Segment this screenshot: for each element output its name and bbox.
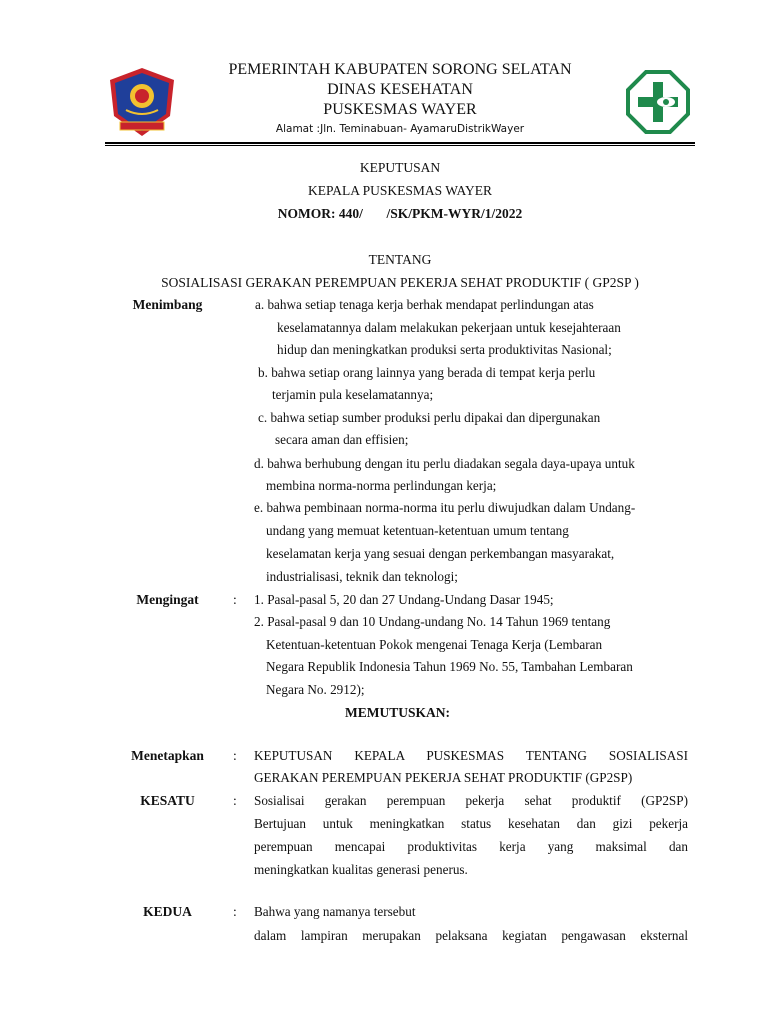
menimbang-line: a. bahwa setiap tenaga kerja berhak mendapat perlindungan atas (255, 297, 594, 312)
department-name: DINAS KESEHATAN (327, 81, 473, 98)
puskesmas-name: PUSKESMAS WAYER (323, 101, 477, 118)
menimbang-line: c. bahwa setiap sumber produksi perlu dipakai dan dipergunakan (258, 410, 601, 425)
menimbang-line: secara aman dan effisien; (275, 432, 409, 447)
menimbang-line: undang yang memuat ketentuan-ketentuan umum tentang (266, 523, 569, 538)
tentang-heading: TENTANG (368, 252, 432, 267)
menimbang-line: keselamatan kerja yang sesuai dengan perkembangan masyarakat, (266, 546, 615, 561)
kedua-line: Bahwa yang namanya tersebut (254, 904, 416, 919)
menimbang-line: keselamatannya dalam melakukan pekerjaan untuk kesejahteraan (277, 320, 621, 335)
menimbang-line: terjamin pula keselamatannya; (272, 387, 434, 402)
menimbang-line: hidup dan meningkatkan produksi serta produktivitas Nasional; (277, 342, 612, 357)
letterhead-divider-thick (105, 142, 695, 144)
mengingat-line: Ketentuan-ketentuan Pokok mengenai Tenaga Kerja (Lembaran (266, 637, 603, 652)
kesatu-line: meningkatkan kualitas generasi penerus. (254, 862, 468, 877)
menimbang-line: e. bahwa pembinaan norma-norma itu perlu diwujudkan dalam Undang- (254, 500, 636, 515)
menimbang-label: Menimbang (132, 297, 203, 312)
mengingat-label: Mengingat (136, 592, 199, 607)
menimbang-line: d. bahwa berhubung dengan itu perlu diadakan segala daya-upaya untuk (254, 456, 635, 471)
menimbang-line: industrialisasi, teknik dan teknologi; (266, 569, 458, 584)
mengingat-line: 2. Pasal-pasal 9 dan 10 Undang-undang No. 14 Tahun 1969 tentang (254, 614, 611, 629)
mengingat-line: 1. Pasal-pasal 5, 20 dan 27 Undang-Undang Dasar 1945; (254, 592, 554, 607)
kesatu-label: KESATU (140, 793, 195, 808)
kedua-colon: : (233, 904, 237, 919)
kedua-label: KEDUA (143, 904, 192, 919)
government-name: PEMERINTAH KABUPATEN SORONG SELATAN (228, 61, 572, 78)
kesatu-line: Bertujuan untuk meningkatkan status kesehatan dan gizi pekerja (254, 816, 688, 831)
menetapkan-colon: : (233, 748, 237, 763)
mengingat-line: Negara Republik Indonesia Tahun 1969 No. 55, Tambahan Lembaran (266, 659, 633, 674)
decree-issuer: KEPALA PUSKESMAS WAYER (307, 183, 493, 198)
kedua-line: dalam lampiran merupakan pelaksana kegiatan pengawasan eksternal (254, 928, 688, 943)
letterhead-divider-thin (105, 145, 695, 146)
menimbang-line: b. bahwa setiap orang lainnya yang berada di tempat kerja perlu (258, 365, 596, 380)
decree-number: NOMOR: 440/ /SK/PKM-WYR/1/2022 (277, 206, 523, 221)
address-line: Alamat :Jln. Teminabuan- AyamaruDistrikWayer (275, 123, 525, 135)
decree-subject: SOSIALISASI GERAKAN PEREMPUAN PEKERJA SEHAT PRODUKTIF ( GP2SP ) (161, 275, 639, 290)
memutuskan-heading: MEMUTUSKAN: (345, 705, 450, 720)
mengingat-line: Negara No. 2912); (266, 682, 365, 697)
menetapkan-label: Menetapkan (131, 748, 204, 763)
decree-title: KEPUTUSAN (359, 160, 441, 175)
menetapkan-line: KEPUTUSAN KEPALA PUSKESMAS TENTANG SOSIALISASI (254, 748, 688, 763)
kesatu-line: perempuan mencapai produktivitas kerja yang maksimal dan (254, 839, 688, 854)
kesatu-colon: : (233, 793, 237, 808)
kesatu-line: Sosialisai gerakan perempuan pekerja sehat produktif (GP2SP) (254, 793, 688, 808)
menimbang-line: membina norma-norma perlindungan kerja; (266, 478, 497, 493)
mengingat-colon: : (233, 592, 237, 607)
menetapkan-line: GERAKAN PEREMPUAN PEKERJA SEHAT PRODUKTIF (GP2SP) (254, 770, 633, 785)
